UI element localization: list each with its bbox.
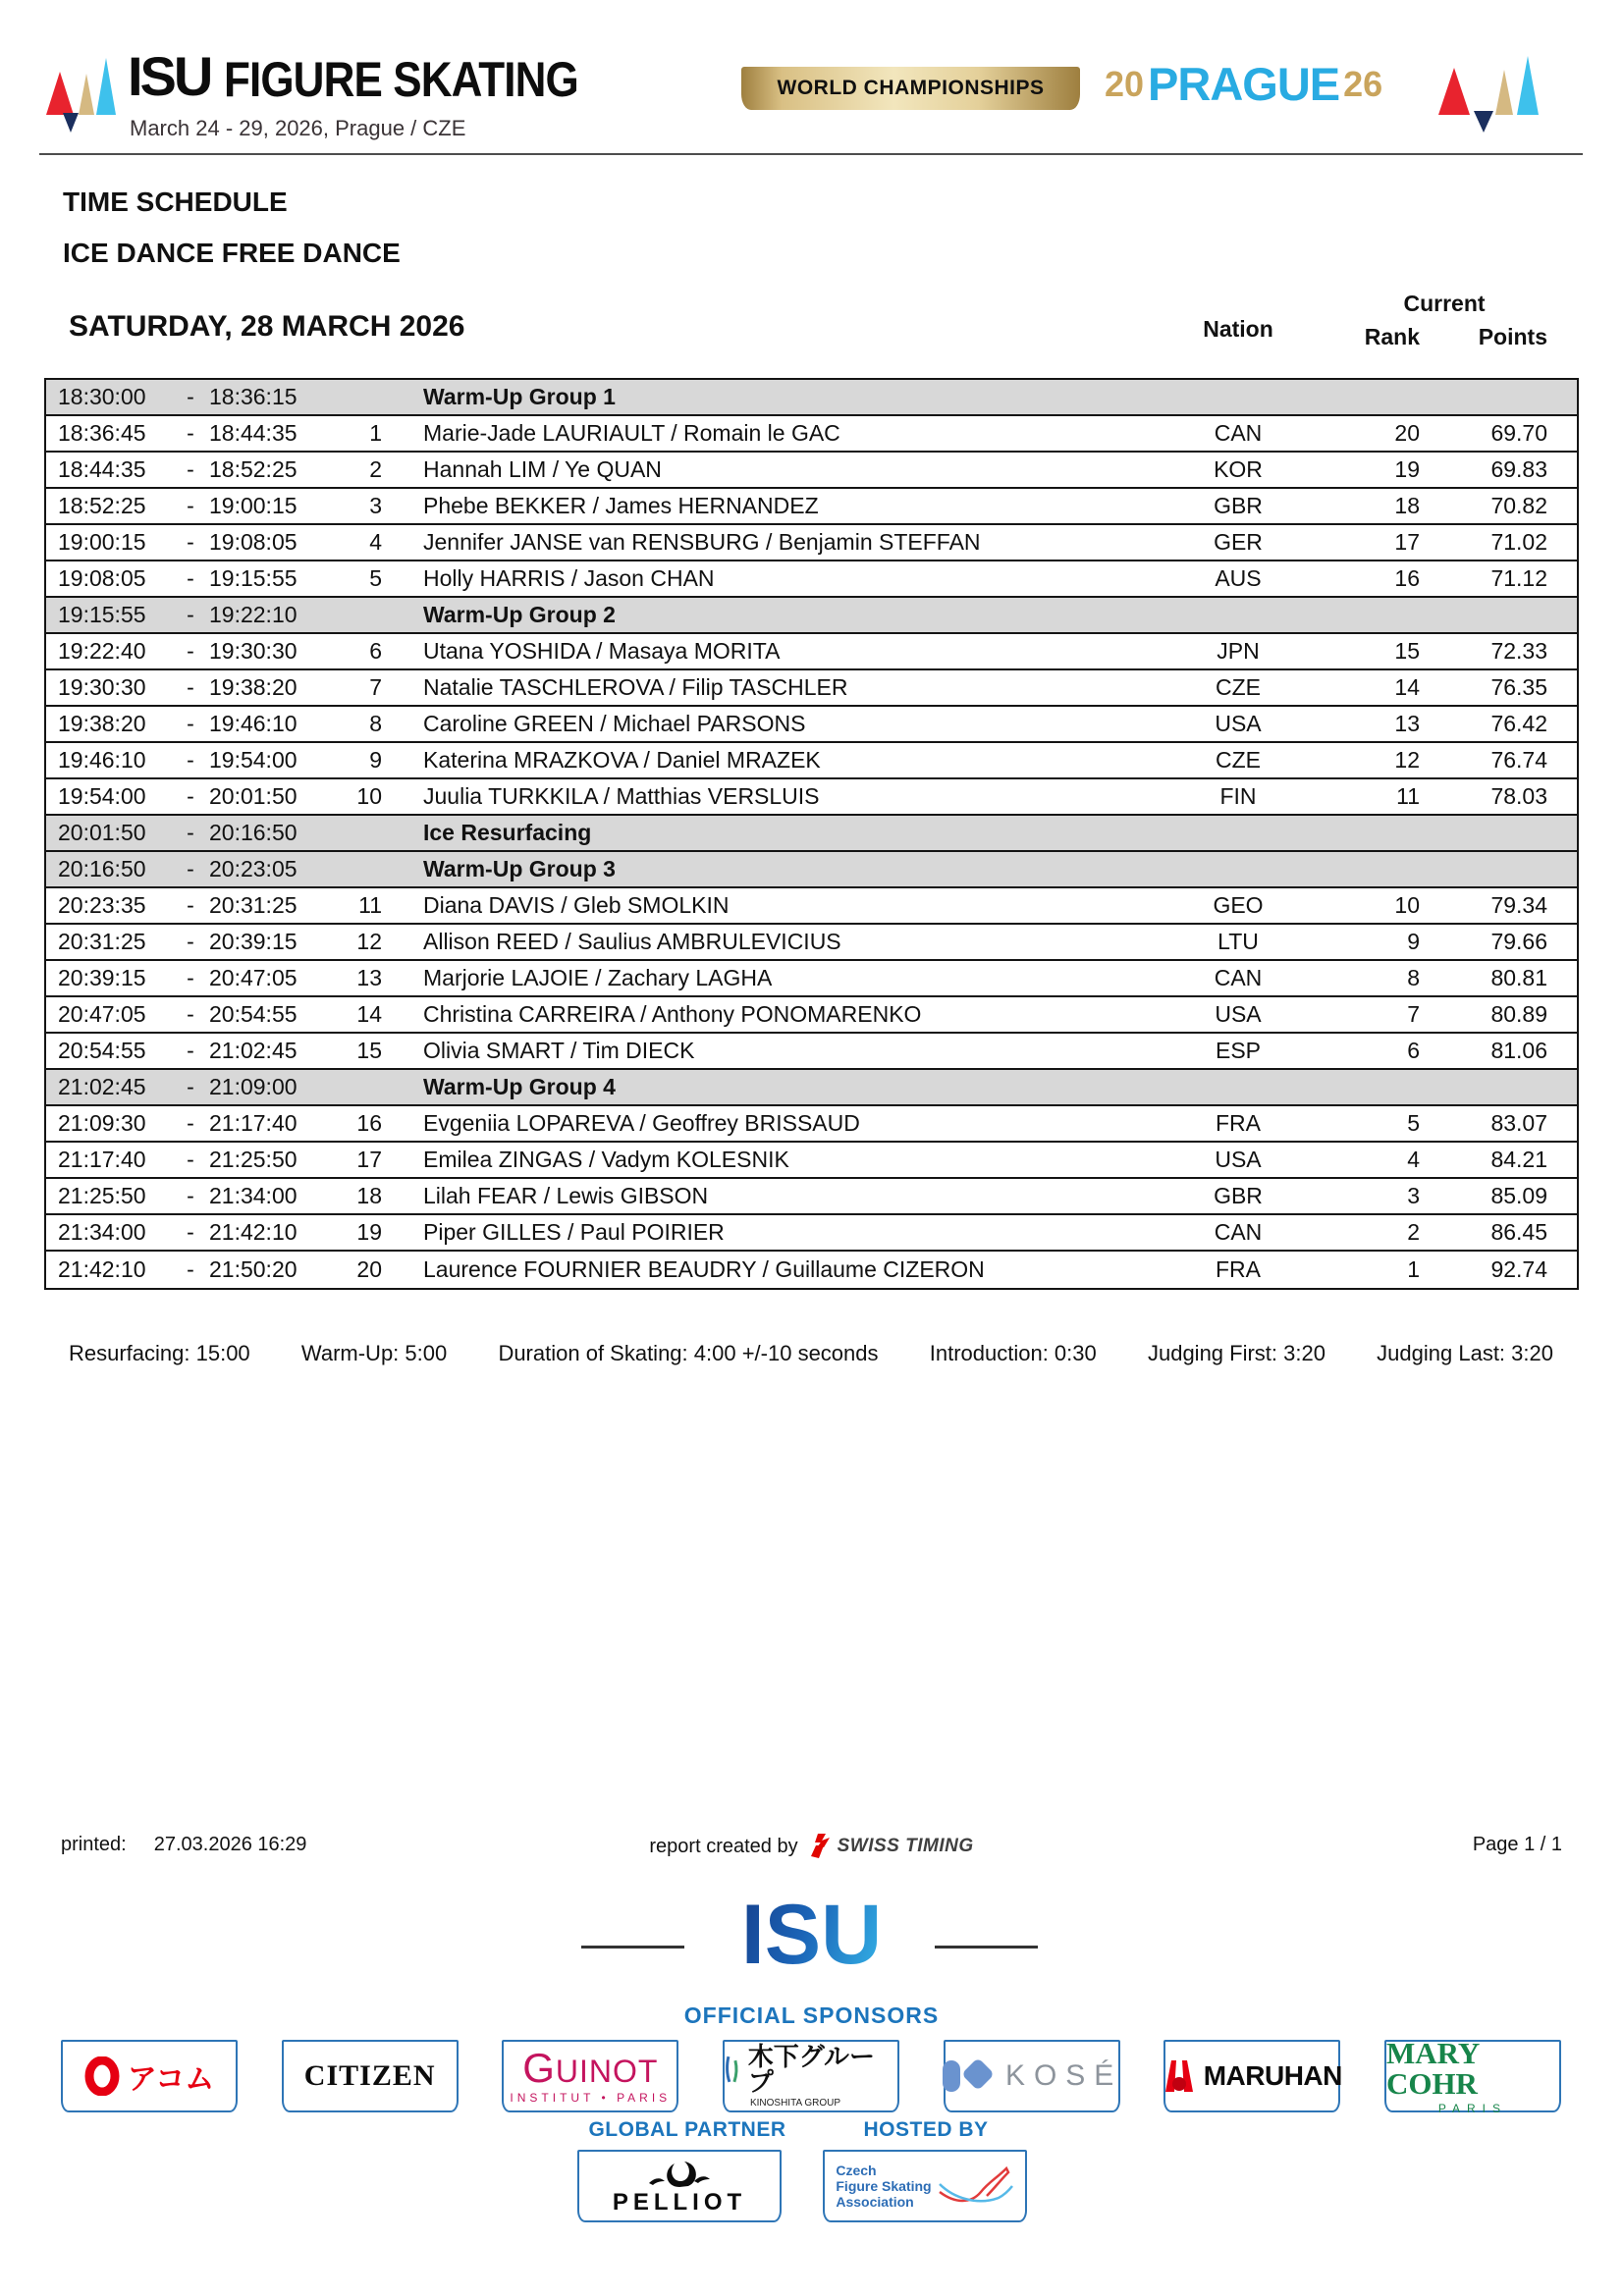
time-dash: - bbox=[187, 783, 194, 809]
end-time: 21:34:00 bbox=[209, 1183, 298, 1208]
table-row bbox=[46, 925, 1577, 961]
citizen-text: CITIZEN bbox=[303, 2059, 436, 2092]
time-dash: - bbox=[187, 565, 194, 591]
swiss-timing-text: SWISS TIMING bbox=[837, 1836, 974, 1856]
nation-code: FRA bbox=[1216, 1110, 1261, 1136]
current-rank: 20 bbox=[1394, 420, 1420, 446]
nation-code: USA bbox=[1215, 1147, 1262, 1172]
start-number: 19 bbox=[356, 1219, 382, 1245]
nation-code: USA bbox=[1215, 1001, 1262, 1027]
isu-logo-text: ISU bbox=[128, 45, 211, 107]
start-time: 18:44:35 bbox=[58, 456, 146, 482]
current-points: 83.07 bbox=[1490, 1110, 1547, 1136]
start-time: 18:36:45 bbox=[58, 420, 146, 446]
competitor-names: Hannah LIM / Ye QUAN bbox=[423, 456, 662, 482]
time-dash: - bbox=[187, 965, 194, 990]
time-dash: - bbox=[187, 747, 194, 773]
start-time: 20:47:05 bbox=[58, 1001, 146, 1027]
end-time: 18:36:15 bbox=[209, 384, 298, 409]
swiss-timing-icon bbox=[810, 1834, 832, 1859]
start-number: 20 bbox=[356, 1256, 382, 1282]
current-points: 85.09 bbox=[1490, 1183, 1547, 1208]
start-time: 19:30:30 bbox=[58, 674, 146, 700]
start-time: 21:34:00 bbox=[58, 1219, 146, 1245]
competitor-names: Emilea ZINGAS / Vadym KOLESNIK bbox=[423, 1147, 789, 1172]
competitor-names: Warm-Up Group 3 bbox=[423, 856, 616, 881]
time-dash: - bbox=[187, 384, 194, 409]
current-points: 69.83 bbox=[1490, 456, 1547, 482]
table-row bbox=[46, 779, 1577, 816]
nation-code: AUS bbox=[1215, 565, 1262, 591]
start-time: 18:52:25 bbox=[58, 493, 146, 518]
nation-code: GBR bbox=[1214, 1183, 1263, 1208]
end-time: 19:22:10 bbox=[209, 602, 298, 627]
table-row bbox=[46, 416, 1577, 453]
summary-judging-first: Judging First: 3:20 bbox=[1147, 1341, 1325, 1365]
current-points: 92.74 bbox=[1490, 1256, 1547, 1282]
competitor-names: Lilah FEAR / Lewis GIBSON bbox=[423, 1183, 709, 1208]
nation-code: CAN bbox=[1214, 1219, 1263, 1245]
acom-text: アコム bbox=[127, 2063, 215, 2096]
start-number: 3 bbox=[369, 493, 382, 518]
czech-association-logo-box bbox=[823, 2150, 1027, 2222]
competitor-names: Piper GILLES / Paul POIRIER bbox=[423, 1219, 725, 1245]
current-rank: 9 bbox=[1407, 929, 1420, 954]
current-rank: 19 bbox=[1394, 456, 1420, 482]
time-dash: - bbox=[187, 1147, 194, 1172]
group-row bbox=[46, 852, 1577, 888]
nation-code: CAN bbox=[1214, 420, 1263, 446]
end-time: 21:50:20 bbox=[209, 1256, 298, 1282]
end-time: 19:08:05 bbox=[209, 529, 298, 555]
start-time: 21:25:50 bbox=[58, 1183, 146, 1208]
table-row bbox=[46, 1179, 1577, 1215]
table-row bbox=[46, 561, 1577, 598]
start-number: 9 bbox=[369, 747, 382, 773]
start-number: 17 bbox=[356, 1147, 382, 1172]
isu-triangles-logo-left bbox=[44, 54, 125, 142]
summary-introduction: Introduction: 0:30 bbox=[929, 1341, 1097, 1365]
end-time: 20:31:25 bbox=[209, 892, 298, 918]
nation-code: CZE bbox=[1216, 674, 1261, 700]
time-dash: - bbox=[187, 420, 194, 446]
prague-2026-logotype bbox=[1105, 58, 1383, 110]
competitor-names: Jennifer JANSE van RENSBURG / Benjamin STEFFAN bbox=[423, 529, 981, 555]
isu-footer-text: ISU bbox=[740, 1888, 883, 1982]
time-dash: - bbox=[187, 1074, 194, 1099]
current-points: 70.82 bbox=[1490, 493, 1547, 518]
start-number: 12 bbox=[356, 929, 382, 954]
time-dash: - bbox=[187, 638, 194, 664]
start-number: 16 bbox=[356, 1110, 382, 1136]
competitor-names: Juulia TURKKILA / Matthias VERSLUIS bbox=[423, 783, 820, 809]
time-dash: - bbox=[187, 674, 194, 700]
current-points: 79.66 bbox=[1490, 929, 1547, 954]
end-time: 21:25:50 bbox=[209, 1147, 298, 1172]
competitor-names: Laurence FOURNIER BEAUDRY / Guillaume CIZERON bbox=[423, 1256, 985, 1282]
page-number: Page 1 / 1 bbox=[1472, 1834, 1562, 1855]
official-sponsors-heading: OFFICIAL SPONSORS bbox=[683, 2002, 940, 2028]
segment-title: ICE DANCE FREE DANCE bbox=[63, 238, 401, 268]
isu-figure-skating-wordmark bbox=[128, 45, 626, 107]
start-time: 21:17:40 bbox=[58, 1147, 146, 1172]
current-points: 72.33 bbox=[1490, 638, 1547, 664]
current-points: 76.42 bbox=[1490, 711, 1547, 736]
competitor-names: Katerina MRAZKOVA / Daniel MRAZEK bbox=[423, 747, 821, 773]
current-rank: 8 bbox=[1407, 965, 1420, 990]
summary-warmup: Warm-Up: 5:00 bbox=[300, 1341, 448, 1365]
current-rank: 5 bbox=[1407, 1110, 1420, 1136]
table-row bbox=[46, 961, 1577, 997]
current-points: 84.21 bbox=[1490, 1147, 1547, 1172]
start-time: 21:02:45 bbox=[58, 1074, 146, 1099]
marycohr-text: MARY COHR bbox=[1385, 2035, 1480, 2101]
end-time: 20:54:55 bbox=[209, 1001, 298, 1027]
competitor-names: Utana YOSHIDA / Masaya MORITA bbox=[423, 638, 781, 664]
start-number: 2 bbox=[369, 456, 382, 482]
report-created-by-text: report created by bbox=[649, 1835, 798, 1857]
table-row bbox=[46, 634, 1577, 670]
nation-code: USA bbox=[1215, 711, 1262, 736]
current-rank: 1 bbox=[1407, 1256, 1420, 1282]
competitor-names: Christina CARREIRA / Anthony PONOMARENKO bbox=[423, 1001, 922, 1027]
global-partner-label: GLOBAL PARTNER bbox=[588, 2118, 786, 2141]
end-time: 20:01:50 bbox=[209, 783, 298, 809]
nation-code: ESP bbox=[1215, 1038, 1262, 1063]
time-dash: - bbox=[187, 1219, 194, 1245]
table-row bbox=[46, 1252, 1577, 1288]
start-time: 18:30:00 bbox=[58, 384, 146, 409]
nation-code: GER bbox=[1214, 529, 1263, 555]
competitor-names: Phebe BEKKER / James HERNANDEZ bbox=[423, 493, 819, 518]
table-row bbox=[46, 1034, 1577, 1070]
page-title: TIME SCHEDULE bbox=[63, 187, 288, 217]
start-number: 10 bbox=[356, 783, 382, 809]
nation-code: FIN bbox=[1219, 783, 1257, 809]
nation-code: GBR bbox=[1214, 493, 1263, 518]
sponsor-citizen bbox=[282, 2040, 459, 2112]
table-row bbox=[46, 997, 1577, 1034]
year-prefix: 20 bbox=[1105, 63, 1145, 104]
time-dash: - bbox=[187, 602, 194, 627]
current-rank: 12 bbox=[1394, 747, 1420, 773]
current-points: 76.35 bbox=[1490, 674, 1547, 700]
end-time: 19:00:15 bbox=[209, 493, 298, 518]
time-dash: - bbox=[187, 1038, 194, 1063]
competitor-names: Warm-Up Group 4 bbox=[423, 1074, 616, 1099]
start-time: 19:22:40 bbox=[58, 638, 146, 664]
kinoshita-text: 木下グループ bbox=[747, 2042, 876, 2097]
current-rank: 6 bbox=[1407, 1038, 1420, 1063]
end-time: 21:02:45 bbox=[209, 1038, 298, 1063]
guinot-text: GUINOT bbox=[522, 2045, 659, 2091]
current-rank: 17 bbox=[1394, 529, 1420, 555]
sponsor-guinot bbox=[502, 2040, 678, 2112]
table-row bbox=[46, 1106, 1577, 1143]
pelliot-logo-box bbox=[577, 2150, 782, 2222]
report-credit bbox=[0, 1834, 1623, 1859]
printed-value: 27.03.2026 16:29 bbox=[153, 1834, 307, 1855]
current-points: 71.12 bbox=[1490, 565, 1547, 591]
competitor-names: Holly HARRIS / Jason CHAN bbox=[423, 565, 715, 591]
competitor-names: Allison REED / Saulius AMBRULEVICIUS bbox=[423, 929, 841, 954]
kose-text: KOSÉ bbox=[1004, 2059, 1123, 2092]
start-number: 15 bbox=[356, 1038, 382, 1063]
sponsor-kose bbox=[944, 2040, 1123, 2112]
global-partner-section bbox=[577, 2118, 797, 2222]
competitor-names: Marjorie LAJOIE / Zachary LAGHA bbox=[423, 965, 773, 990]
competitor-names: Olivia SMART / Tim DIECK bbox=[423, 1038, 695, 1063]
time-dash: - bbox=[187, 1183, 194, 1208]
kinoshita-subtext: KINOSHITA GROUP bbox=[749, 2098, 841, 2109]
printed-label: printed: bbox=[61, 1834, 127, 1855]
end-time: 19:38:20 bbox=[209, 674, 298, 700]
time-dash: - bbox=[187, 856, 194, 881]
sponsor-maruhan bbox=[1163, 2040, 1340, 2112]
nation-code: CZE bbox=[1216, 747, 1261, 773]
current-points: 76.74 bbox=[1490, 747, 1547, 773]
time-dash: - bbox=[187, 529, 194, 555]
start-time: 20:23:35 bbox=[58, 892, 146, 918]
end-time: 19:15:55 bbox=[209, 565, 298, 591]
table-row bbox=[46, 1215, 1577, 1252]
table-row bbox=[46, 888, 1577, 925]
table-row bbox=[46, 707, 1577, 743]
current-points: 81.06 bbox=[1490, 1038, 1547, 1063]
group-row bbox=[46, 816, 1577, 852]
start-time: 20:54:55 bbox=[58, 1038, 146, 1063]
banner-text: WORLD CHAMPIONSHIPS bbox=[777, 77, 1045, 99]
time-dash: - bbox=[187, 820, 194, 845]
footer-divider-right bbox=[935, 1946, 1038, 1949]
end-time: 19:46:10 bbox=[209, 711, 298, 736]
hosted-by-label: HOSTED BY bbox=[863, 2118, 989, 2141]
current-points: 69.70 bbox=[1490, 420, 1547, 446]
acom-icon bbox=[84, 2056, 120, 2096]
current-rank: 3 bbox=[1407, 1183, 1420, 1208]
current-rank: 11 bbox=[1396, 783, 1420, 809]
current-rank: 14 bbox=[1394, 674, 1420, 700]
kose-icon bbox=[941, 2058, 998, 2094]
group-row bbox=[46, 380, 1577, 416]
world-championships-banner bbox=[741, 67, 1080, 110]
table-row bbox=[46, 1143, 1577, 1179]
kinoshita-icon bbox=[725, 2055, 740, 2084]
group-row bbox=[46, 1070, 1577, 1106]
start-number: 14 bbox=[356, 1001, 382, 1027]
time-dash: - bbox=[187, 892, 194, 918]
current-points: 71.02 bbox=[1490, 529, 1547, 555]
start-time: 21:09:30 bbox=[58, 1110, 146, 1136]
start-number: 8 bbox=[369, 711, 382, 736]
start-number: 6 bbox=[369, 638, 382, 664]
start-number: 18 bbox=[356, 1183, 382, 1208]
nation-code: KOR bbox=[1214, 456, 1263, 482]
start-time: 19:00:15 bbox=[58, 529, 146, 555]
current-rank: 16 bbox=[1394, 565, 1420, 591]
start-time: 19:54:00 bbox=[58, 783, 146, 809]
table-row bbox=[46, 743, 1577, 779]
start-time: 20:39:15 bbox=[58, 965, 146, 990]
start-time: 19:46:10 bbox=[58, 747, 146, 773]
footer-divider-left bbox=[581, 1946, 684, 1949]
time-dash: - bbox=[187, 456, 194, 482]
table-row bbox=[46, 670, 1577, 707]
end-time: 20:23:05 bbox=[209, 856, 298, 881]
competitor-names: Caroline GREEN / Michael PARSONS bbox=[423, 711, 806, 736]
sponsor-marycohr bbox=[1384, 2035, 1561, 2115]
table-row bbox=[46, 489, 1577, 525]
time-dash: - bbox=[187, 1110, 194, 1136]
time-dash: - bbox=[187, 1256, 194, 1282]
nation-code: JPN bbox=[1217, 638, 1260, 664]
start-number: 1 bbox=[369, 420, 382, 446]
competitor-names: Warm-Up Group 2 bbox=[423, 602, 616, 627]
print-info-row bbox=[0, 1834, 1623, 1863]
pelliot-text: PELLIOT bbox=[612, 2189, 747, 2216]
start-time: 19:38:20 bbox=[58, 711, 146, 736]
year-suffix: 26 bbox=[1343, 63, 1383, 104]
start-time: 19:15:55 bbox=[58, 602, 146, 627]
end-time: 18:44:35 bbox=[209, 420, 298, 446]
table-row bbox=[46, 525, 1577, 561]
competitor-names: Natalie TASCHLEROVA / Filip TASCHLER bbox=[423, 674, 848, 700]
summary-judging-last: Judging Last: 3:20 bbox=[1377, 1341, 1553, 1365]
guinot-subtext: INSTITUT • PARIS bbox=[510, 2091, 672, 2105]
city-name: PRAGUE bbox=[1148, 58, 1340, 110]
start-time: 19:08:05 bbox=[58, 565, 146, 591]
group-row bbox=[46, 598, 1577, 634]
start-number: 7 bbox=[369, 674, 382, 700]
current-rank: 15 bbox=[1394, 638, 1420, 664]
event-dates: March 24 - 29, 2026, Prague / CZE bbox=[130, 116, 466, 140]
current-rank: 10 bbox=[1394, 892, 1420, 918]
nation-code: CAN bbox=[1214, 965, 1263, 990]
current-rank: 13 bbox=[1394, 711, 1420, 736]
current-rank: 2 bbox=[1407, 1219, 1420, 1245]
nation-code: GEO bbox=[1213, 892, 1264, 918]
start-number: 11 bbox=[358, 892, 382, 918]
end-time: 20:47:05 bbox=[209, 965, 298, 990]
isu-triangles-logo-right bbox=[1436, 54, 1544, 142]
summary-resurfacing: Resurfacing: 15:00 bbox=[69, 1341, 250, 1365]
start-number: 13 bbox=[356, 965, 382, 990]
hosted-by-section bbox=[823, 2118, 1029, 2222]
competitor-names: Evgeniia LOPAREVA / Geoffrey BRISSAUD bbox=[423, 1110, 860, 1136]
end-time: 21:09:00 bbox=[209, 1074, 298, 1099]
competitor-names: Ice Resurfacing bbox=[423, 820, 592, 845]
competitor-names: Marie-Jade LAURIAULT / Romain le GAC bbox=[423, 420, 840, 446]
column-header-rank: Rank bbox=[1364, 324, 1420, 349]
czech-association-icon bbox=[938, 2159, 1014, 2214]
current-rank: 18 bbox=[1394, 493, 1420, 518]
current-rank: 4 bbox=[1407, 1147, 1420, 1172]
header-divider bbox=[39, 153, 1583, 155]
end-time: 21:17:40 bbox=[209, 1110, 298, 1136]
pelliot-wave-icon bbox=[645, 2158, 714, 2191]
marycohr-subtext: PARIS bbox=[1437, 2101, 1507, 2115]
competitor-names: Warm-Up Group 1 bbox=[423, 384, 616, 409]
sponsor-acom bbox=[61, 2040, 238, 2112]
czech-association-text: Czech Figure Skating Association bbox=[836, 2162, 932, 2211]
summary-duration: Duration of Skating: 4:00 +/-10 seconds bbox=[498, 1341, 879, 1365]
column-header-current: Current bbox=[1403, 291, 1486, 316]
maruhan-icon bbox=[1163, 2058, 1196, 2094]
maruhan-text: MARUHAN bbox=[1203, 2060, 1342, 2091]
timing-summary bbox=[69, 1341, 1553, 1366]
start-time: 20:16:50 bbox=[58, 856, 146, 881]
end-time: 20:39:15 bbox=[209, 929, 298, 954]
current-points: 79.34 bbox=[1490, 892, 1547, 918]
start-number: 5 bbox=[369, 565, 382, 591]
start-time: 21:42:10 bbox=[58, 1256, 146, 1282]
column-header-points: Points bbox=[1478, 324, 1547, 349]
current-points: 78.03 bbox=[1490, 783, 1547, 809]
schedule-table bbox=[44, 378, 1579, 1290]
end-time: 20:16:50 bbox=[209, 820, 298, 845]
end-time: 19:30:30 bbox=[209, 638, 298, 664]
time-dash: - bbox=[187, 493, 194, 518]
figure-skating-text: FIGURE SKATING bbox=[224, 52, 579, 107]
current-points: 80.81 bbox=[1490, 965, 1547, 990]
time-dash: - bbox=[187, 929, 194, 954]
schedule-date-title: SATURDAY, 28 MARCH 2026 bbox=[69, 310, 465, 343]
nation-code: LTU bbox=[1217, 929, 1259, 954]
end-time: 21:42:10 bbox=[209, 1219, 298, 1245]
isu-footer-logo bbox=[0, 1888, 1623, 1982]
start-time: 20:01:50 bbox=[58, 820, 146, 845]
current-points: 80.89 bbox=[1490, 1001, 1547, 1027]
current-rank: 7 bbox=[1407, 1001, 1420, 1027]
end-time: 19:54:00 bbox=[209, 747, 298, 773]
sponsor-logos-row bbox=[61, 2035, 1561, 2115]
swiss-timing-logo bbox=[810, 1834, 974, 1859]
time-dash: - bbox=[187, 711, 194, 736]
end-time: 18:52:25 bbox=[209, 456, 298, 482]
start-time: 20:31:25 bbox=[58, 929, 146, 954]
sponsor-kinoshita bbox=[723, 2040, 899, 2112]
column-header-nation: Nation bbox=[1203, 316, 1273, 342]
nation-code: FRA bbox=[1216, 1256, 1261, 1282]
current-points: 86.45 bbox=[1490, 1219, 1547, 1245]
competitor-names: Diana DAVIS / Gleb SMOLKIN bbox=[423, 892, 730, 918]
time-dash: - bbox=[187, 1001, 194, 1027]
table-row bbox=[46, 453, 1577, 489]
start-number: 4 bbox=[369, 529, 382, 555]
schedule-table-body bbox=[46, 380, 1577, 1288]
